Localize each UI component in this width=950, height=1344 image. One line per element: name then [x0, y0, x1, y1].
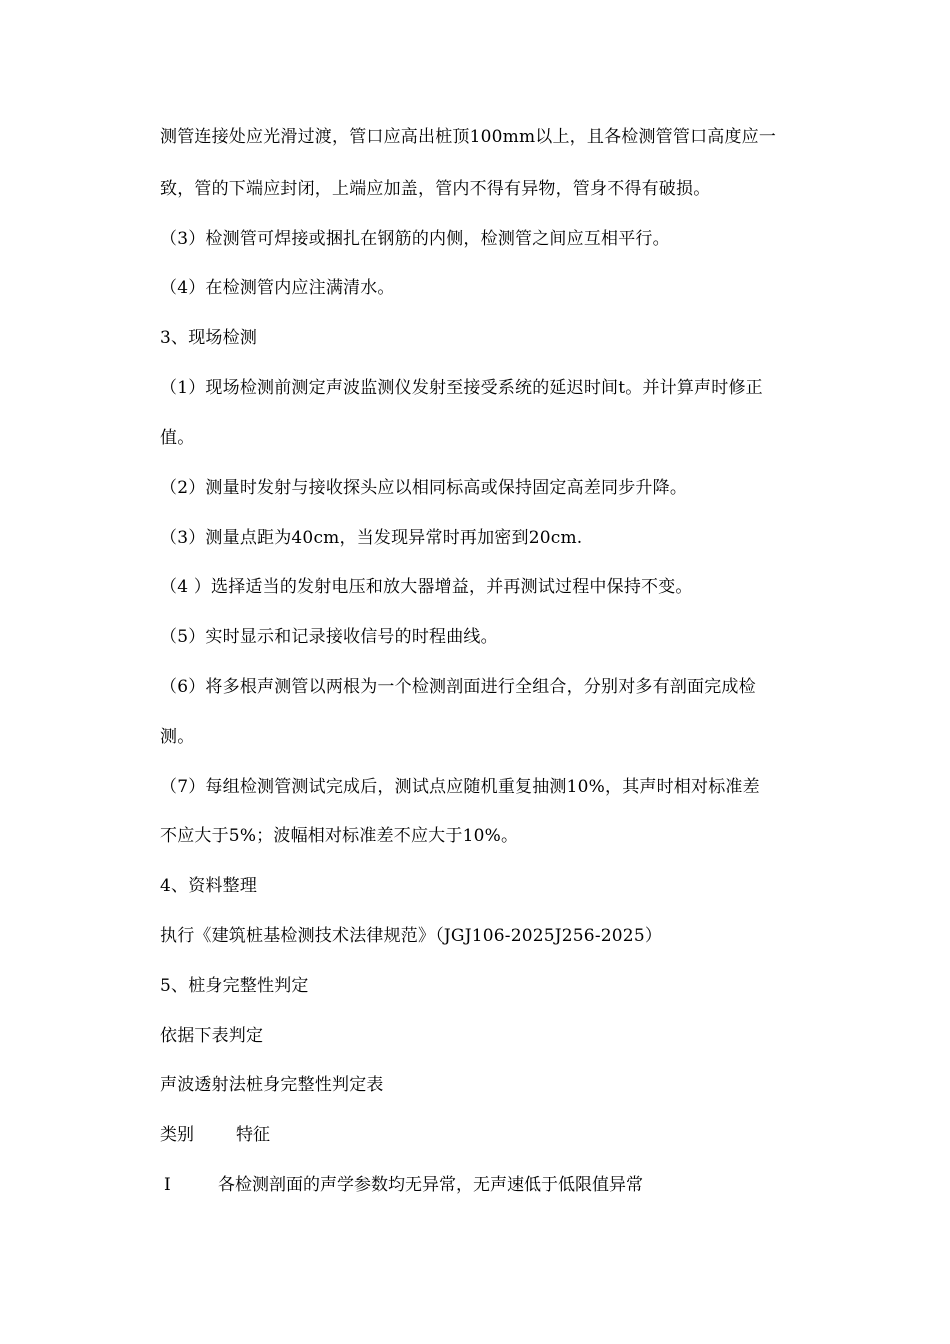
- paragraph-line: 致，管的下端应封闭，上端应加盖，管内不得有异物，管身不得有破损。: [160, 179, 711, 199]
- paragraph-line: 不应大于5%；波幅相对标准差不应大于10%。: [160, 826, 519, 846]
- section-heading: 4、资料整理: [160, 876, 258, 896]
- paragraph-line: （7）每组检测管测试完成后，测试点应随机重复抽测10%，其声时相对标准差: [160, 777, 760, 797]
- table-header-category: 类别: [160, 1125, 194, 1145]
- table-cell-feature: 各检测剖面的声学参数均无异常，无声速低于低限值异常: [218, 1175, 643, 1195]
- paragraph-line: 测管连接处应光滑过渡，管口应高出桩顶100mm以上，且各检测管管口高度应一: [160, 127, 777, 147]
- section-heading: 5、桩身完整性判定: [160, 976, 309, 996]
- paragraph-line: 依据下表判定: [160, 1026, 264, 1046]
- paragraph-line: （3）测量点距为40cm，当发现异常时再加密到20cm.: [160, 528, 583, 548]
- paragraph-line: （2）测量时发射与接收探头应以相同标高或保持固定高差同步升降。: [160, 478, 688, 498]
- table-cell-category: Ⅰ: [164, 1175, 171, 1195]
- paragraph-line: （4 ）选择适当的发射电压和放大器增益，并再测试过程中保持不变。: [160, 577, 693, 597]
- paragraph-line: 测。: [160, 727, 195, 747]
- table-title: 声波透射法桩身完整性判定表: [160, 1075, 384, 1095]
- section-heading: 3、现场检测: [160, 328, 258, 348]
- paragraph-line: （5）实时显示和记录接收信号的时程曲线。: [160, 627, 498, 647]
- paragraph-line: （6）将多根声测管以两根为一个检测剖面进行全组合，分别对多有剖面完成检: [160, 677, 756, 697]
- paragraph-line: （4）在检测管内应注满清水。: [160, 278, 395, 298]
- paragraph-line: （1）现场检测前测定声波监测仪发射至接受系统的延迟时间t。并计算声时修正: [160, 378, 763, 398]
- table-header-feature: 特征: [236, 1125, 270, 1145]
- paragraph-line: 值。: [160, 428, 195, 448]
- paragraph-line: （3）检测管可焊接或捆扎在钢筋的内侧，检测管之间应互相平行。: [160, 229, 670, 249]
- paragraph-line: 执行《建筑桩基检测技术法律规范》（JGJ106-2025J256-2025）: [160, 926, 663, 946]
